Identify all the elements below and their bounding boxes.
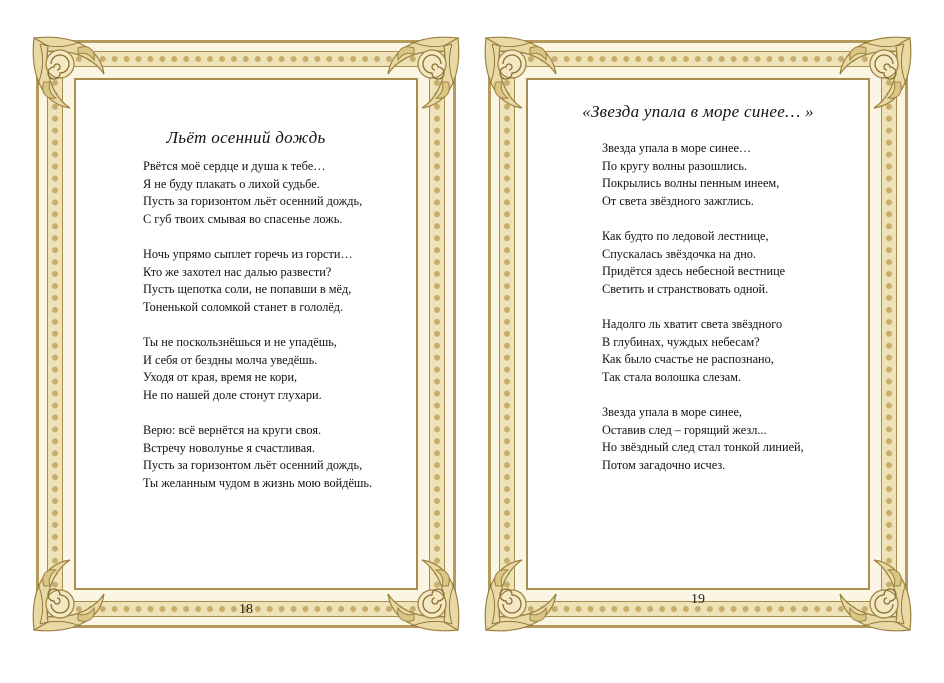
- stanza: [143, 158, 372, 228]
- ornamental-corner-scroll-icon: [384, 556, 462, 634]
- stanza: [143, 422, 372, 492]
- poem-line: Тоненькой соломкой станет в гололёд.: [143, 299, 344, 314]
- right-page: [482, 34, 914, 634]
- stanza: [143, 334, 372, 404]
- poem-line: Оставив след – горящий жезл...: [602, 422, 767, 437]
- ornamental-corner-scroll-icon: [384, 34, 462, 112]
- poem-line: Звезда упала в море синее…: [602, 141, 752, 155]
- page-number: 19: [691, 592, 705, 607]
- poem-line: Пусть за горизонтом льёт осенний дождь,: [143, 458, 363, 473]
- poem-line: Покрылись волны пенным инеем,: [602, 176, 780, 191]
- poem-line: Так стала волошка слезам.: [602, 369, 742, 384]
- page-number: 18: [239, 602, 253, 617]
- ornamental-corner-scroll-icon: [836, 34, 914, 112]
- ornamental-corner-scroll-icon: [30, 556, 108, 634]
- poem-line: Верю: всё вернётся на круги своя.: [143, 422, 322, 437]
- poem-line: По кругу волны разошлись.: [602, 158, 748, 173]
- poem-line: В глубинах, чуждых небесам?: [602, 334, 760, 349]
- poem-line: Звезда упала в море синее,: [602, 404, 742, 419]
- poem-line: От света звёздного зажглись.: [602, 193, 754, 208]
- poem-body: [602, 140, 804, 492]
- poem-line: С губ твоих смывая во спасенье ложь.: [143, 211, 343, 226]
- stanza: [602, 228, 804, 298]
- poem-line: Я не буду плакать о лихой судьбе.: [143, 176, 320, 191]
- stanza: [602, 140, 804, 210]
- poem-title: «Звезда упала в море синее… »: [582, 102, 814, 121]
- poem-line: Кто же захотел нас далью развести?: [143, 264, 332, 279]
- poem-line: И себя от бездны молча уведёшь.: [143, 352, 318, 367]
- poem-line: Встречу новолунье я счастливая.: [143, 440, 315, 455]
- poem-line: Спускалась звёздочка на дно.: [602, 246, 756, 261]
- poem-line: Надолго ль хватит света звёздного: [602, 316, 783, 331]
- poem-line: Пусть за горизонтом льёт осенний дождь,: [143, 194, 363, 209]
- poem-line: Потом загадочно исчез.: [602, 457, 726, 472]
- stanza: [143, 246, 372, 316]
- poem-line: Как было счастье не распознано,: [602, 352, 774, 367]
- poem-line: Рвётся моё сердце и душа к тебе…: [143, 159, 326, 173]
- poem-line: Не по нашей доле стонут глухари.: [143, 387, 322, 402]
- ornamental-corner-scroll-icon: [30, 34, 108, 112]
- poem-line: Как будто по ледовой лестнице,: [602, 228, 769, 243]
- stanza: [602, 404, 804, 474]
- poem-title: Льёт осенний дождь: [166, 128, 326, 147]
- poem-line: Пусть щепотка соли, не попавши в мёд,: [143, 282, 352, 297]
- poem-line: Но звёздный след стал тонкой линией,: [602, 440, 804, 455]
- poem-line: Ночь упрямо сыплет горечь из горсти…: [143, 246, 353, 261]
- stanza: [602, 316, 804, 386]
- poem-line: Ты желанным чудом в жизнь мою войдёшь.: [143, 475, 373, 490]
- poem-line: Ты не поскользнёшься и не упадёшь,: [143, 334, 337, 349]
- ornamental-corner-scroll-icon: [482, 34, 560, 112]
- poem-line: Уходя от края, время не кори,: [143, 370, 298, 385]
- poem-body: [143, 158, 372, 510]
- poem-line: Придётся здесь небесной вестнице: [602, 264, 786, 279]
- left-page: [30, 34, 462, 634]
- poem-line: Светить и странствовать одной.: [602, 281, 769, 296]
